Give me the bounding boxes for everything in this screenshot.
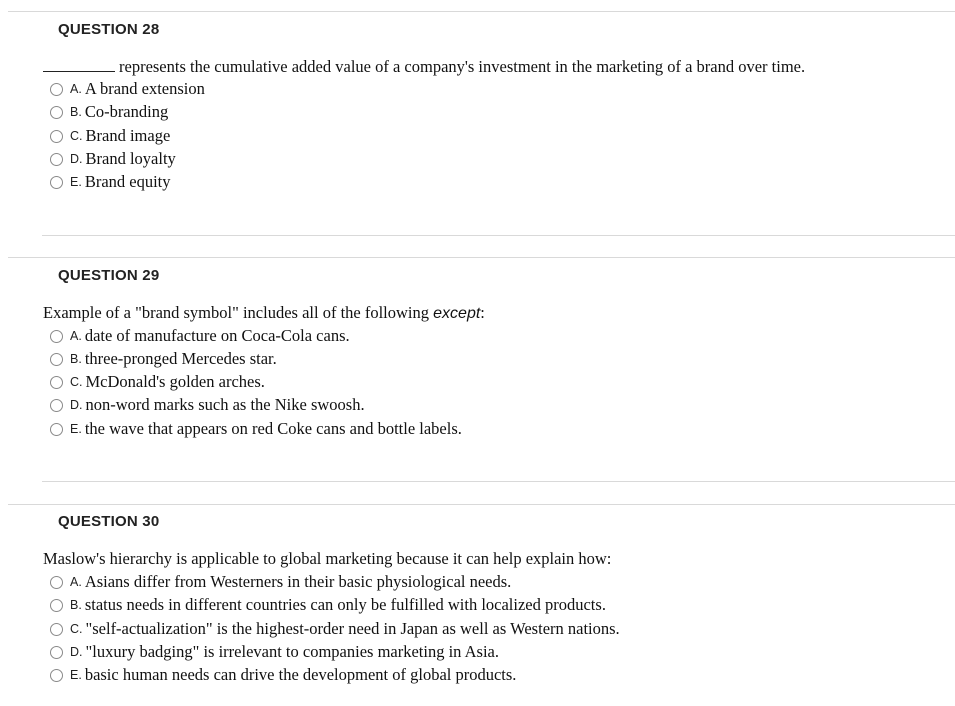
question-divider bbox=[8, 257, 955, 258]
option-letter: A. bbox=[70, 575, 82, 589]
option-letter: D. bbox=[70, 398, 83, 412]
option-letter: E. bbox=[70, 175, 82, 189]
question-divider bbox=[8, 504, 955, 505]
answer-option-c[interactable] bbox=[50, 618, 620, 640]
radio-button[interactable] bbox=[50, 376, 63, 389]
option-text: "self-actualization" is the highest-order need in Japan as well as Western nations. bbox=[85, 619, 620, 638]
option-text: three-pronged Mercedes star. bbox=[84, 349, 277, 368]
option-text: basic human needs can drive the development of global products. bbox=[84, 665, 517, 684]
answer-option-e[interactable] bbox=[50, 171, 171, 193]
radio-button[interactable] bbox=[50, 106, 63, 119]
answer-option-c[interactable] bbox=[50, 371, 265, 393]
radio-button[interactable] bbox=[50, 423, 63, 436]
option-letter: A. bbox=[70, 82, 82, 96]
answer-blank bbox=[43, 59, 115, 72]
question-stem bbox=[43, 549, 611, 569]
option-letter: C. bbox=[70, 622, 83, 636]
option-letter: B. bbox=[70, 598, 82, 612]
answer-option-b[interactable] bbox=[50, 594, 606, 616]
answer-option-d[interactable] bbox=[50, 641, 499, 663]
option-text: non-word marks such as the Nike swoosh. bbox=[85, 395, 365, 414]
option-letter: E. bbox=[70, 668, 82, 682]
radio-button[interactable] bbox=[50, 353, 63, 366]
question-stem-suffix: : bbox=[480, 303, 485, 322]
option-text: "luxury badging" is irrelevant to companies marketing in Asia. bbox=[85, 642, 500, 661]
radio-button[interactable] bbox=[50, 330, 63, 343]
question-divider bbox=[42, 481, 955, 482]
radio-button[interactable] bbox=[50, 646, 63, 659]
option-text: the wave that appears on red Coke cans and bottle labels. bbox=[84, 419, 462, 438]
option-text: Brand image bbox=[85, 126, 171, 145]
question-divider bbox=[42, 235, 955, 236]
option-text: status needs in different countries can only be fulfilled with localized products. bbox=[84, 595, 606, 614]
question-stem bbox=[43, 57, 805, 77]
radio-button[interactable] bbox=[50, 576, 63, 589]
option-text: Co-branding bbox=[84, 102, 169, 121]
answer-option-d[interactable] bbox=[50, 394, 365, 416]
option-text: McDonald's golden arches. bbox=[85, 372, 265, 391]
answer-option-a[interactable] bbox=[50, 325, 350, 347]
question-stem bbox=[43, 303, 485, 323]
radio-button[interactable] bbox=[50, 83, 63, 96]
option-letter: C. bbox=[70, 375, 83, 389]
answer-option-e[interactable] bbox=[50, 664, 516, 686]
question-title: QUESTION 30 bbox=[58, 513, 160, 530]
answer-option-b[interactable] bbox=[50, 348, 277, 370]
option-text: Brand equity bbox=[84, 172, 171, 191]
option-letter: D. bbox=[70, 152, 83, 166]
option-letter: B. bbox=[70, 105, 82, 119]
radio-button[interactable] bbox=[50, 153, 63, 166]
radio-button[interactable] bbox=[50, 669, 63, 682]
radio-button[interactable] bbox=[50, 130, 63, 143]
question-stem-text: Example of a "brand symbol" includes all of the following bbox=[43, 303, 434, 322]
question-title: QUESTION 29 bbox=[58, 267, 160, 284]
option-letter: D. bbox=[70, 645, 83, 659]
answer-option-a[interactable] bbox=[50, 571, 511, 593]
option-text: Brand loyalty bbox=[85, 149, 176, 168]
question-title: QUESTION 28 bbox=[58, 21, 160, 38]
question-stem-text: Maslow's hierarchy is applicable to global marketing because it can help explain how: bbox=[43, 549, 612, 568]
question-stem-emphasis: except bbox=[433, 305, 481, 322]
option-letter: B. bbox=[70, 352, 82, 366]
answer-option-d[interactable] bbox=[50, 148, 176, 170]
radio-button[interactable] bbox=[50, 399, 63, 412]
option-text: Asians differ from Westerners in their basic physiological needs. bbox=[84, 572, 512, 591]
answer-option-c[interactable] bbox=[50, 125, 170, 147]
question-stem-text: represents the cumulative added value of a company's investment in the marketing of a brand over time. bbox=[119, 57, 806, 76]
radio-button[interactable] bbox=[50, 623, 63, 636]
option-letter: E. bbox=[70, 422, 82, 436]
option-text: date of manufacture on Coca-Cola cans. bbox=[84, 326, 350, 345]
answer-option-e[interactable] bbox=[50, 418, 462, 440]
option-letter: A. bbox=[70, 329, 82, 343]
answer-option-b[interactable] bbox=[50, 101, 168, 123]
answer-option-a[interactable] bbox=[50, 78, 205, 100]
radio-button[interactable] bbox=[50, 599, 63, 612]
radio-button[interactable] bbox=[50, 176, 63, 189]
question-divider bbox=[8, 11, 955, 12]
option-text: A brand extension bbox=[84, 79, 205, 98]
option-letter: C. bbox=[70, 129, 83, 143]
